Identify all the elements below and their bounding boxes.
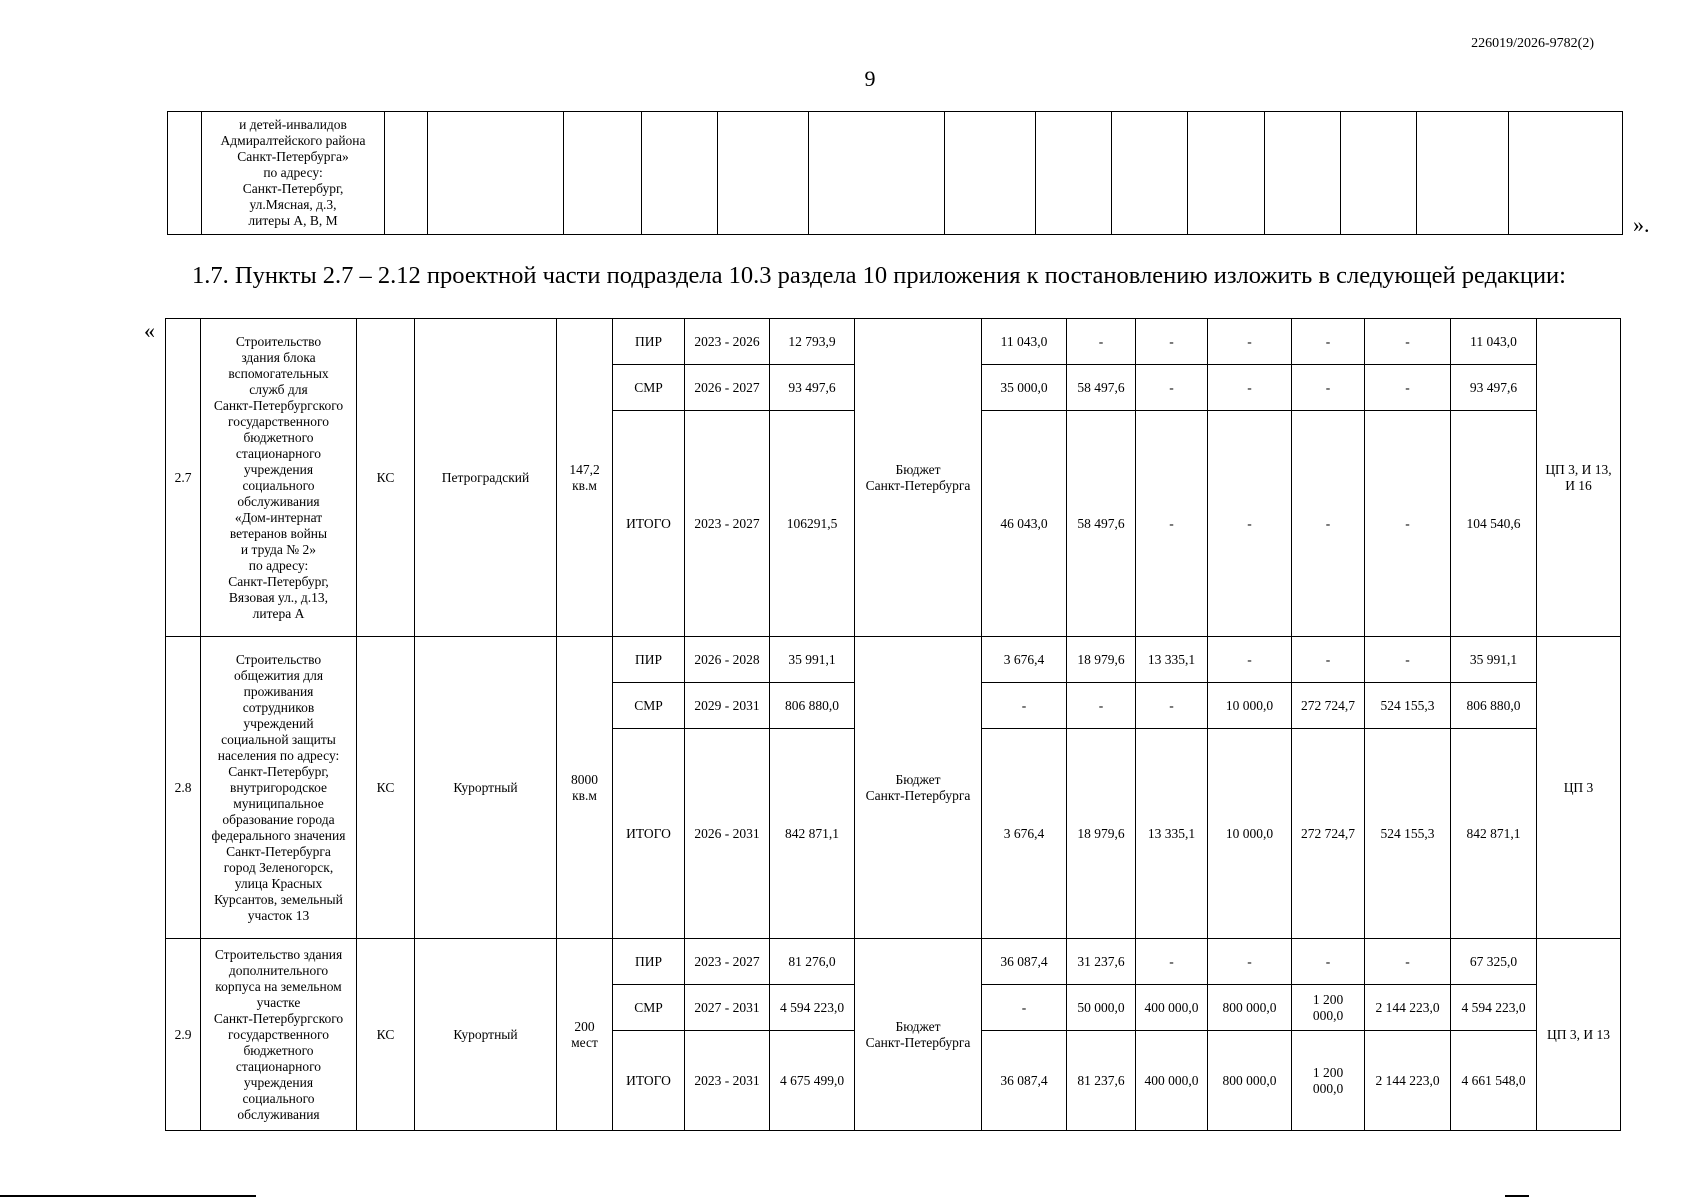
cell-v5: - <box>1292 319 1365 365</box>
cell-period: 2023 - 2027 <box>685 939 770 985</box>
cell-cost: 4 675 499,0 <box>770 1031 855 1131</box>
cell-v3: - <box>1136 683 1208 729</box>
cell-v6: - <box>1365 637 1451 683</box>
item-number: 2.8 <box>166 637 201 939</box>
cell-v2: 18 979,6 <box>1067 729 1136 939</box>
cell-period: 2029 - 2031 <box>685 683 770 729</box>
funding-source: Бюджет Санкт-Петербурга <box>855 637 982 939</box>
cell-v4: - <box>1208 319 1292 365</box>
district-name: Курортный <box>415 637 557 939</box>
cell-v3: 400 000,0 <box>1136 1031 1208 1131</box>
capacity: 8000 кв.м <box>557 637 613 939</box>
funding-source: Бюджет Санкт-Петербурга <box>855 319 982 637</box>
cell-v5: - <box>1292 365 1365 411</box>
cell-period: 2023 - 2026 <box>685 319 770 365</box>
cell-v6: - <box>1365 365 1451 411</box>
instruction-paragraph: 1.7. Пункты 2.7 – 2.12 проектной части подраздела 10.3 раздела 10 приложения к постановлению изложить в следующей редакции: <box>192 262 1566 289</box>
object-description: и детей-инвалидов Адмиралтейского района Санкт-Петербурга» по адресу: Санкт-Петербург, ул.Мясная, д.3, литеры А, В, М <box>202 112 384 235</box>
cell-period: 2026 - 2031 <box>685 729 770 939</box>
cell-v4: - <box>1208 411 1292 637</box>
cell-v5: 1 200 000,0 <box>1292 985 1365 1031</box>
cell-total: 11 043,0 <box>1451 319 1537 365</box>
cell-period: 2023 - 2027 <box>685 411 770 637</box>
cell-v1: 3 676,4 <box>982 637 1067 683</box>
item-number: 2.9 <box>166 939 201 1131</box>
capacity: 147,2 кв.м <box>557 319 613 637</box>
cell-total: 842 871,1 <box>1451 729 1537 939</box>
target-indicators: ЦП 3, И 13, И 16 <box>1537 319 1621 637</box>
cell-v6: 2 144 223,0 <box>1365 1031 1451 1131</box>
cell-v4: - <box>1208 365 1292 411</box>
cell-v3: - <box>1136 411 1208 637</box>
projects-table <box>165 318 1621 1131</box>
cell-cost: 93 497,6 <box>770 365 855 411</box>
cell-v1: 3 676,4 <box>982 729 1067 939</box>
target-indicators: ЦП 3, И 13 <box>1537 939 1621 1131</box>
cell-v1: 11 043,0 <box>982 319 1067 365</box>
cell-v3: - <box>1136 939 1208 985</box>
cell-stage: СМР <box>613 365 685 411</box>
cell-v1: 36 087,4 <box>982 1031 1067 1131</box>
cell-v5: - <box>1292 939 1365 985</box>
cell-total: 104 540,6 <box>1451 411 1537 637</box>
footer-rule-left <box>0 1195 256 1197</box>
cell-cost: 81 276,0 <box>770 939 855 985</box>
funding-source: Бюджет Санкт-Петербурга <box>855 939 982 1131</box>
cell-v4: 10 000,0 <box>1208 683 1292 729</box>
cell-v3: 400 000,0 <box>1136 985 1208 1031</box>
cell-v2: 58 497,6 <box>1067 411 1136 637</box>
cell-period: 2027 - 2031 <box>685 985 770 1031</box>
cell-stage: ПИР <box>613 637 685 683</box>
cell-period: 2023 - 2031 <box>685 1031 770 1131</box>
cell-v6: 524 155,3 <box>1365 683 1451 729</box>
cell-cost: 806 880,0 <box>770 683 855 729</box>
cell-total: 35 991,1 <box>1451 637 1537 683</box>
cell-v5: 272 724,7 <box>1292 729 1365 939</box>
table-row <box>166 939 1621 985</box>
cell-v2: - <box>1067 683 1136 729</box>
table-row <box>166 637 1621 683</box>
cell-stage: ПИР <box>613 319 685 365</box>
cell-v2: 18 979,6 <box>1067 637 1136 683</box>
cell-v2: 81 237,6 <box>1067 1031 1136 1131</box>
cell-v4: 800 000,0 <box>1208 1031 1292 1131</box>
cell-v3: - <box>1136 365 1208 411</box>
table-row <box>168 112 1623 235</box>
cell-v5: 1 200 000,0 <box>1292 1031 1365 1131</box>
cell-v4: - <box>1208 939 1292 985</box>
cell-stage: СМР <box>613 683 685 729</box>
cell-v6: - <box>1365 411 1451 637</box>
cell-period: 2026 - 2028 <box>685 637 770 683</box>
cell-period: 2026 - 2027 <box>685 365 770 411</box>
cell-total: 806 880,0 <box>1451 683 1537 729</box>
capacity: 200 мест <box>557 939 613 1131</box>
footer-rule-right <box>1505 1195 1529 1197</box>
cell-stage: ИТОГО <box>613 411 685 637</box>
cell-v6: - <box>1365 319 1451 365</box>
district-name: Курортный <box>415 939 557 1131</box>
page-number: 9 <box>864 66 876 91</box>
work-type: КС <box>357 939 415 1131</box>
item-number: 2.7 <box>166 319 201 637</box>
cell-v1: - <box>982 985 1067 1031</box>
cell-v2: - <box>1067 319 1136 365</box>
cell-stage: ПИР <box>613 939 685 985</box>
target-indicators: ЦП 3 <box>1537 637 1621 939</box>
work-type: КС <box>357 319 415 637</box>
continuation-table <box>167 111 1623 235</box>
cell-v5: - <box>1292 637 1365 683</box>
cell-v3: - <box>1136 319 1208 365</box>
object-description: Строительство общежития для проживания сотрудников учреждений социальной защиты населения по адресу: Санкт-Петербург, внутригородское муниципальное образование города федерального значения Санкт-Петербурга город Зеленогорск, улица Красных Курсантов, земельный участок 13 <box>201 637 357 939</box>
cell-v1: 46 043,0 <box>982 411 1067 637</box>
cell-v6: 524 155,3 <box>1365 729 1451 939</box>
table-row <box>166 319 1621 365</box>
opening-quote: « <box>144 318 155 343</box>
cell-total: 67 325,0 <box>1451 939 1537 985</box>
cell-v4: 800 000,0 <box>1208 985 1292 1031</box>
cell-v2: 31 237,6 <box>1067 939 1136 985</box>
cell-v4: - <box>1208 637 1292 683</box>
cell-v5: - <box>1292 411 1365 637</box>
cell-v1: 36 087,4 <box>982 939 1067 985</box>
cell-stage: ИТОГО <box>613 729 685 939</box>
cell-v1: 35 000,0 <box>982 365 1067 411</box>
document-number: 226019/2026-9782(2) <box>1471 36 1594 51</box>
work-type: КС <box>357 637 415 939</box>
cell-v3: 13 335,1 <box>1136 637 1208 683</box>
cell-cost: 35 991,1 <box>770 637 855 683</box>
cell-total: 4 594 223,0 <box>1451 985 1537 1031</box>
cell-cost: 842 871,1 <box>770 729 855 939</box>
cell-v5: 272 724,7 <box>1292 683 1365 729</box>
cell-v1: - <box>982 683 1067 729</box>
cell-v2: 50 000,0 <box>1067 985 1136 1031</box>
district-name: Петроградский <box>415 319 557 637</box>
cell-total: 4 661 548,0 <box>1451 1031 1537 1131</box>
cell-cost: 12 793,9 <box>770 319 855 365</box>
closing-quote: ». <box>1633 212 1650 237</box>
object-description: Строительство здания блока вспомогательных служб для Санкт-Петербургского государственного бюджетного стационарного учреждения социального обслуживания «Дом-интернат ветеранов войны и труда № 2» по адресу: Санкт-Петербург, Вязовая ул., д.13, литера А <box>201 319 357 637</box>
cell-cost: 106291,5 <box>770 411 855 637</box>
cell-v4: 10 000,0 <box>1208 729 1292 939</box>
cell-v6: - <box>1365 939 1451 985</box>
cell-stage: ИТОГО <box>613 1031 685 1131</box>
cell-stage: СМР <box>613 985 685 1031</box>
object-description: Строительство здания дополнительного корпуса на земельном участке Санкт-Петербургского государственного бюджетного стационарного учреждения социального обслуживания <box>201 939 357 1131</box>
cell-v3: 13 335,1 <box>1136 729 1208 939</box>
cell-cost: 4 594 223,0 <box>770 985 855 1031</box>
cell-v2: 58 497,6 <box>1067 365 1136 411</box>
cell-v6: 2 144 223,0 <box>1365 985 1451 1031</box>
cell-total: 93 497,6 <box>1451 365 1537 411</box>
